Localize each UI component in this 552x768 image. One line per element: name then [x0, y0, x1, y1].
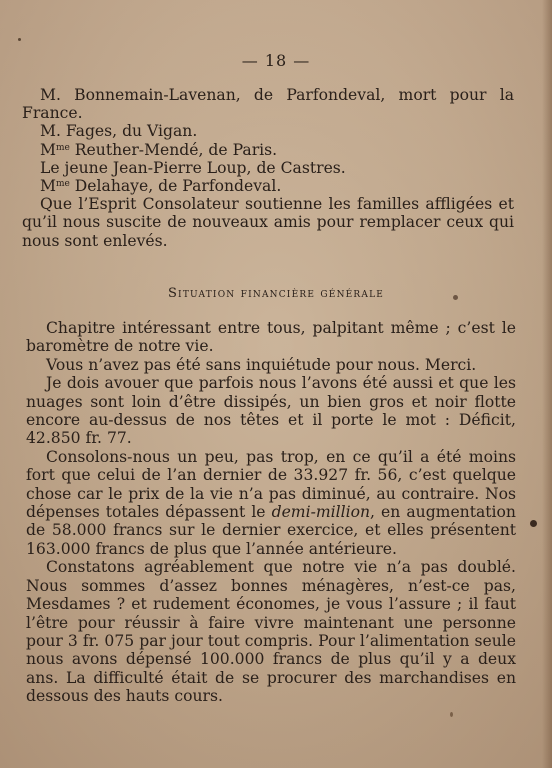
body-paragraph: Chapitre intéressant entre tous, palpitant même ; c’est le baromètre de notre vie. [26, 319, 516, 356]
body-paragraph: Consolons-nous un peu, pas trop, en ce qu’il a été moins fort que celui de l’an dernier de 33.927 fr. 56, c’est quelque chose car le prix de la vie n’a pas diminué, au contraire. Nos dépenses totales dépassent le demi-million, en augmentation de 58.000 francs sur le dernier exercice, et elles présentent 163.000 francs de plus que l’année antérieure. [26, 447, 516, 558]
page-edge-shadow [542, 0, 552, 768]
memorial-list [22, 86, 514, 250]
ink-spot [453, 295, 458, 300]
body-paragraph: Vous n’avez pas été sans inquiétude pour nous. Merci. [46, 355, 477, 374]
ink-spot [18, 38, 21, 41]
body-paragraph: Constatons agréablement que notre vie n’a pas doublé. Nous sommes d’assez bonnes ménagères, n’est-ce pas, Mesdames ? et rudement économes, je vous l’assure ; il faut l’être pour réussir à faire vivre maintenant une personne pour 3 fr. 075 par jour tout compris. Pour l’alimentation seule nous avons dépensé 100.000 francs de plus qu’il y a deux ans. La difficulté était de se procurer des marchandises en dessous des hauts cours. [26, 558, 516, 706]
memorial-entry: Le jeune Jean-Pierre Loup, de Castres. [40, 158, 346, 177]
body-paragraph: Je dois avouer que parfois nous l’avons été aussi et que les nuages sont loin d’être dissipés, un bien gros et noir flotte encore au-dessus de nos têtes et il porte le mot : Déficit, 42.850 fr. 77. [26, 374, 516, 448]
section-heading: Situation financière générale [167, 286, 385, 301]
memorial-entry: $M^{me}$ Delahaye, de Parfondeval. [40, 177, 282, 196]
ink-spot [530, 520, 537, 527]
memorial-entry: M. Bonnemain-Lavenan, de Parfondeval, mort pour la France. [22, 86, 514, 123]
emphasis-demi-million: demi-million [271, 503, 371, 522]
memorial-entry: $M^{me}$ Reuther-Mendé, de Paris. [40, 140, 278, 159]
prayer-paragraph: Que l’Esprit Consolateur soutienne les familles affligées et qu’il nous suscite de nouveaux amis pour remplacer ceux qui nous sont enlevés. [22, 195, 514, 250]
ink-spot [450, 712, 453, 717]
financial-section-body [26, 319, 516, 706]
page-number: — 18 — [241, 51, 311, 70]
memorial-entry: M. Fages, du Vigan. [40, 122, 198, 141]
